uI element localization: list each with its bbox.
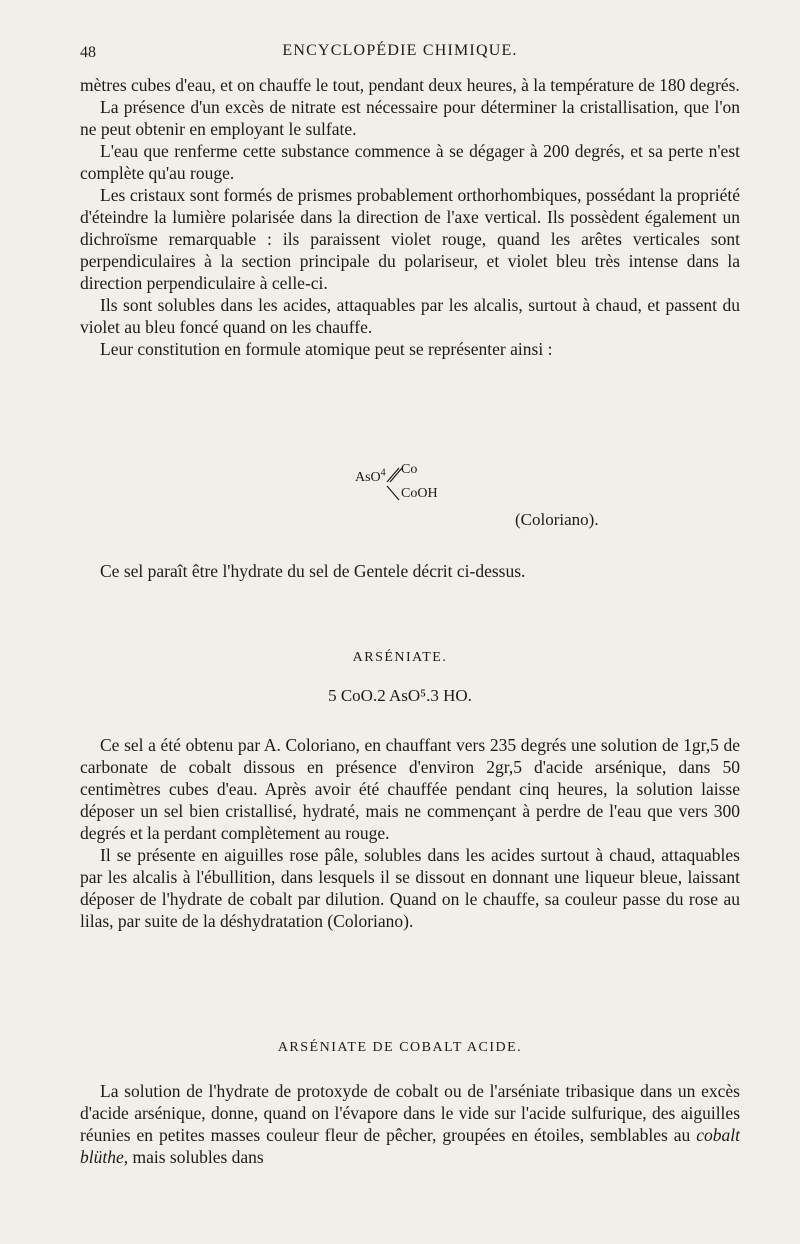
section-heading-arseniate: ARSÉNIATE. [352, 650, 448, 665]
formula-attribution: (Coloriano). [515, 510, 599, 529]
running-title: ENCYCLOPÉDIE CHIMIQUE. [282, 42, 518, 59]
paragraph: Ils sont solubles dans les acides, attaquables par les alcalis, surtout à chaud, et passent du violet au bleu foncé quand on les chauffe. [80, 295, 740, 337]
species-name: cobalt blüthe [80, 1125, 740, 1167]
section-heading-arseniate-acide: ARSÉNIATE DE COBALT ACIDE. [277, 1040, 523, 1055]
paragraph: La solution de l'hydrate de protoxyde de cobalt ou de l'arséniate tribasique dans un excès d'acide arsénique, donne, quand on l'évapore dans le vide sur l'acide sulfurique, des aiguilles réunies en petites masses couleur fleur de pêcher, groupées en étoiles, semblables au cobalt blüthe, mais solubles dans [80, 1081, 740, 1167]
section-arseniate-acide-text [80, 1080, 740, 1168]
page-number: 48 [80, 44, 96, 61]
paragraph: La présence d'un excès de nitrate est nécessaire pour déterminer la cristallisation, que l'on ne peut obtenir en employant le sulfate. [80, 97, 740, 139]
paragraph: Il se présente en aiguilles rose pâle, solubles dans les acides surtout à chaud, attaquables par les alcalis à l'ébullition, dans lesquels il se dissout en donnant une liqueur bleue, laissant déposer de l'hydrate de cobalt par dilution. Quand on le chauffe, sa couleur passe du rose au lilas, par suite de la déshydratation (Coloriano). [80, 845, 740, 931]
section-arseniate-text [80, 734, 740, 932]
arseniate-formula: 5 CoO.2 AsO⁵.3 HO. [328, 686, 472, 705]
paragraph: Ce sel a été obtenu par A. Coloriano, en chauffant vers 235 degrés une solution de 1gr,5 de carbonate de cobalt dissous en présence d'environ 2gr,5 d'acide arsénique, dans 50 centimètres cubes d'eau. Après avoir été chauffée pendant cinq heures, la solution laisse déposer un sel bien cristallisé, hydraté, mais ne commençant à perdre de l'eau que vers 300 degrés et la perdant complètement au rouge. [80, 735, 740, 843]
paragraph: Leur constitution en formule atomique peut se représenter ainsi : [100, 339, 553, 359]
paragraph: L'eau que renferme cette substance commence à se dégager à 200 degrés, et sa perte n'est complète qu'au rouge. [80, 141, 740, 183]
paragraph: mètres cubes d'eau, et on chauffe le tout, pendant deux heures, à la température de 180 degrés. [80, 75, 740, 95]
formula-branch-bottom: CoOH [401, 486, 438, 501]
paragraph: Ce sel paraît être l'hydrate du sel de Gentele décrit ci-dessus. [100, 561, 526, 581]
section-nitrate-text [80, 74, 740, 360]
section-nitrate-closing [80, 560, 740, 582]
formula-branch-top: Co [401, 462, 418, 477]
formula-base: AsO$^4$ [355, 467, 386, 485]
structural-formula [355, 462, 485, 512]
paragraph: Les cristaux sont formés de prismes probablement orthorhombiques, possédant la propriété d'éteindre la lumière polarisée dans la direction de l'axe vertical. Ils possèdent également un dichroïsme remarquable : ils paraissent violet rouge, quand les arêtes verticales sont perpendiculaires à la section principale du polariseur, et violet bleu très intense dans la direction perpendiculaire à celle-ci. [80, 185, 740, 293]
